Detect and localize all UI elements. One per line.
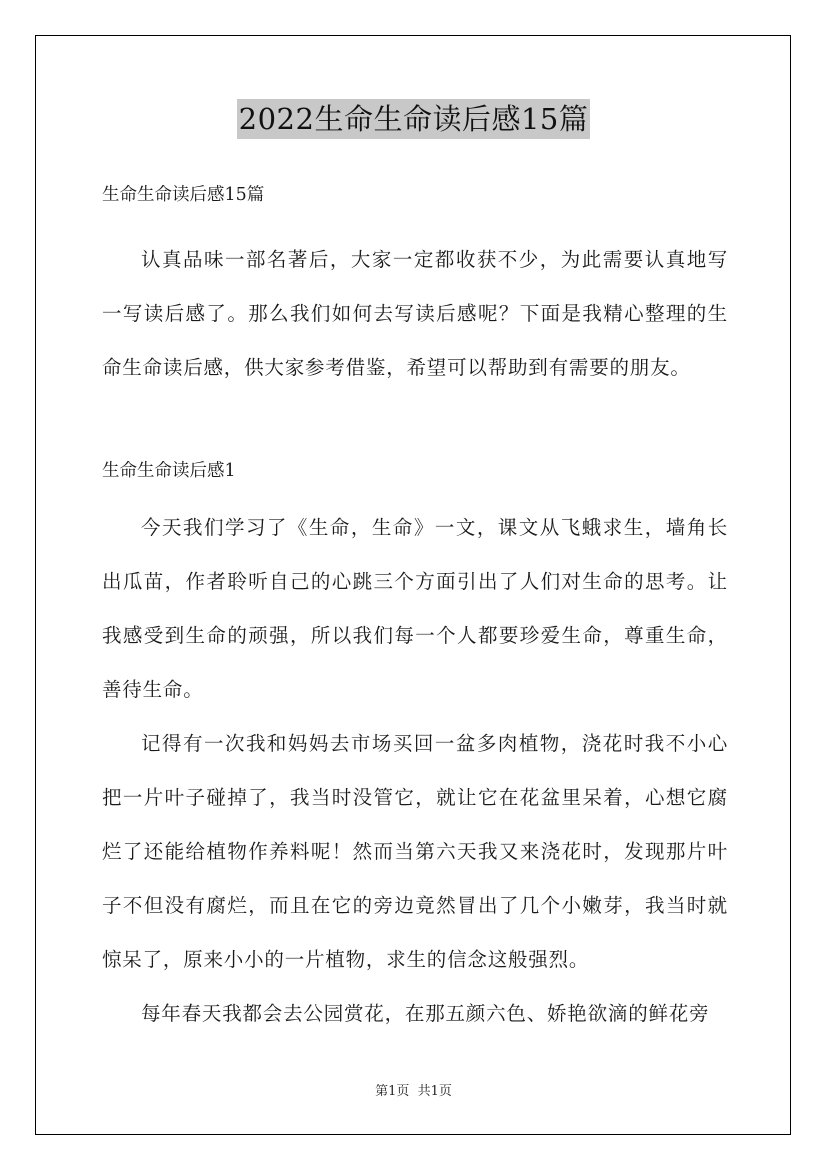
spacer bbox=[102, 395, 728, 452]
title-container bbox=[0, 99, 827, 139]
document-body bbox=[102, 176, 728, 1041]
body-paragraph-3: 每年春天我都会去公园赏花，在那五颜六色、娇艳欲滴的鲜花旁 bbox=[141, 1002, 710, 1025]
section-heading: 生命生命读后感1 bbox=[102, 461, 236, 481]
spacer bbox=[102, 490, 728, 501]
page-footer bbox=[0, 1083, 827, 1101]
document-title: 2022生命生命读后感15篇 bbox=[237, 99, 591, 139]
body-paragraph-1: 今天我们学习了《生命，生命》一文，课文从飞蛾求生，墙角长出瓜苗，作者聆听自己的心跳三个方面引出了人们对生命的思考。让我感受到生命的顽强，所以我们每一个人都要珍爱生命，尊重生命，善待生命。 bbox=[102, 516, 728, 701]
page-total: 共1页 bbox=[417, 1084, 452, 1099]
intro-paragraph: 认真品味一部名著后，大家一定都收获不少，为此需要认真地写一写读后感了。那么我们如何去写读后感呢？下面是我精心整理的生命生命读后感，供大家参考借鉴，希望可以帮助到有需要的朋友。 bbox=[102, 248, 728, 379]
document-subtitle: 生命生命读后感15篇 bbox=[102, 185, 265, 205]
spacer bbox=[102, 214, 728, 233]
page-number: 第1页 bbox=[375, 1084, 410, 1099]
body-paragraph-2: 记得有一次我和妈妈去市场买回一盆多肉植物，浇花时我不小心把一片叶子碰掉了，我当时没管它，就让它在花盆里呆着，心想它腐烂了还能给植物作养料呢！然而当第六天我又来浇花时，发现那片叶子不但没有腐烂，而且在它的旁边竟然冒出了几个小嫩芽，我当时就惊呆了，原来小小的一片植物，求生的信念这般强烈。 bbox=[102, 732, 728, 971]
